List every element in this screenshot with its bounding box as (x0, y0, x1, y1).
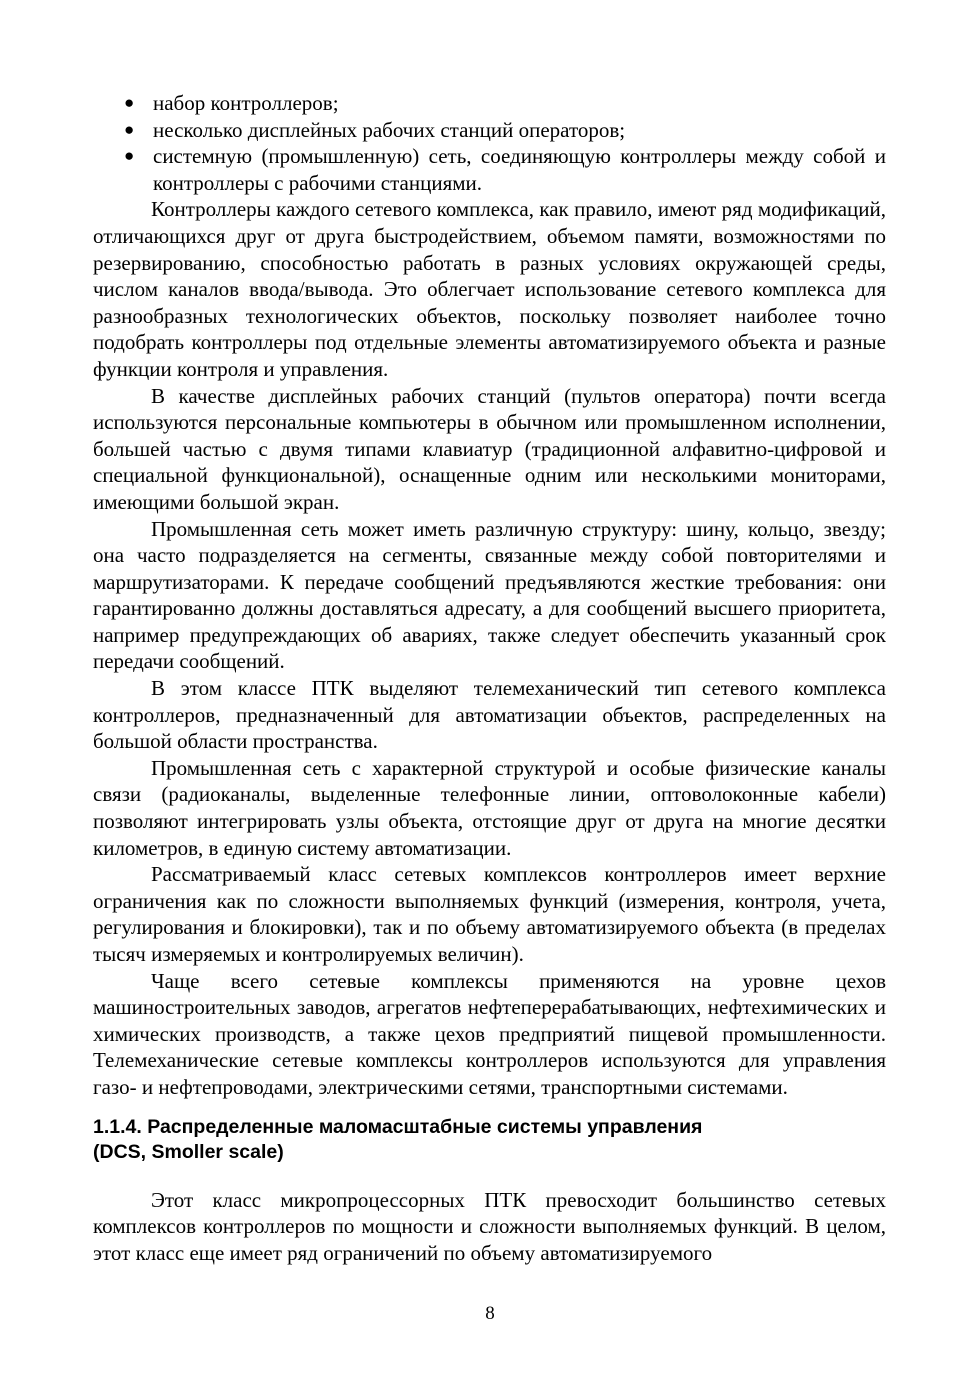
list-item-text: несколько дисплейных рабочих станций операторов; (153, 117, 626, 142)
paragraph-applications: Чаще всего сетевые комплексы применяются на уровне цехов машиностроительных заводов, агрегатов нефтеперерабатывающих, нефтехимических и химических производств, а также цехов предприятий пищевой промышленности. Телемеханические сетевые комплексы контроллеров используются для управления газо- и нефтепроводами, электрическими сетями, транспортными системами. (93, 968, 886, 1099)
paragraph-workstations: В качестве дисплейных рабочих станций (пультов оператора) почти всегда используются персональные компьютеры в обычном или промышленном исполнении, большей частью с двумя типами клавиатур (традиционной алфавитно-цифровой и специальной функциональной), оснащенные одним или несколькими мониторами, имеющими большой экран. (93, 383, 886, 514)
list-item-text: системную (промышленную) сеть, соединяющую контроллеры между собой и контроллеры с рабочими станциями. (153, 144, 886, 195)
list-item (93, 117, 886, 144)
page-number: 8 (485, 1303, 495, 1324)
paragraph-limits: Рассматриваемый класс сетевых комплексов контроллеров имеет верхние ограничения как по сложности выполняемых функций (измерения, контроля, учета, регулирования и блокировки), так и по объему автоматизируемого объекта (в пределах тысяч измеряемых и контролируемых величин). (93, 862, 886, 966)
section-heading-line1: 1.1.4. Распределенные маломасштабные системы управления (93, 1115, 703, 1138)
bullet-icon: ● (124, 146, 135, 166)
page-body (93, 90, 886, 1266)
section-heading-line2: (DCS, Smoller scale) (93, 1140, 284, 1163)
list-item (93, 90, 886, 117)
list-item-text: набор контроллеров; (153, 91, 339, 115)
paragraph-telemechanic: В этом классе ПТК выделяют телемеханический тип сетевого комплекса контроллеров, предназначенный для автоматизации объектов, распределенных на большой области пространства. (93, 676, 886, 754)
paragraph-network: Промышленная сеть может иметь различную структуру: шину, кольцо, звезду; она часто подразделяется на сегменты, связанные между собой повторителями и маршрутизаторами. К передаче сообщений предъявляются жесткие требования: они гарантированно должны доставляться адресату, а для сообщений высшего приоритета, например предупреждающих об авариях, также следует обеспечить указанный срок передачи сообщений. (93, 516, 886, 674)
paragraph-channels: Промышленная сеть с характерной структурой и особые физические каналы связи (радиоканалы, выделенные телефонные линии, оптоволоконные кабели) позволяют интегрировать узлы объекта, отстоящие друг от друга на многие десятки километров, в единую систему автоматизации. (93, 755, 886, 860)
bullet-list (93, 90, 886, 196)
list-item (93, 143, 886, 196)
bullet-icon: ● (124, 93, 135, 112)
paragraph-dcs: Этот класс микропроцессорных ПТК превосходит большинство сетевых комплексов контроллеров по мощности и сложности выполняемых функций. В целом, этот класс еще имеет ряд ограничений по объему автоматизируемого (93, 1187, 886, 1265)
paragraph-controllers: Контроллеры каждого сетевого комплекса, как правило, имеют ряд модификаций, отличающихся друг от друга быстродействием, объемом памяти, возможностями по резервированию, способностью работать в разных условиях окружающей среды, числом каналов ввода/вывода. Это облегчает использование сетевого комплекса для разнообразных технологических объектов, поскольку позволяет наиболее точно подобрать контроллеры под отдельные элементы автоматизируемого объекта и разные функции контроля и управления. (93, 197, 886, 381)
bullet-icon: ● (124, 119, 135, 139)
section-heading (93, 1115, 886, 1165)
